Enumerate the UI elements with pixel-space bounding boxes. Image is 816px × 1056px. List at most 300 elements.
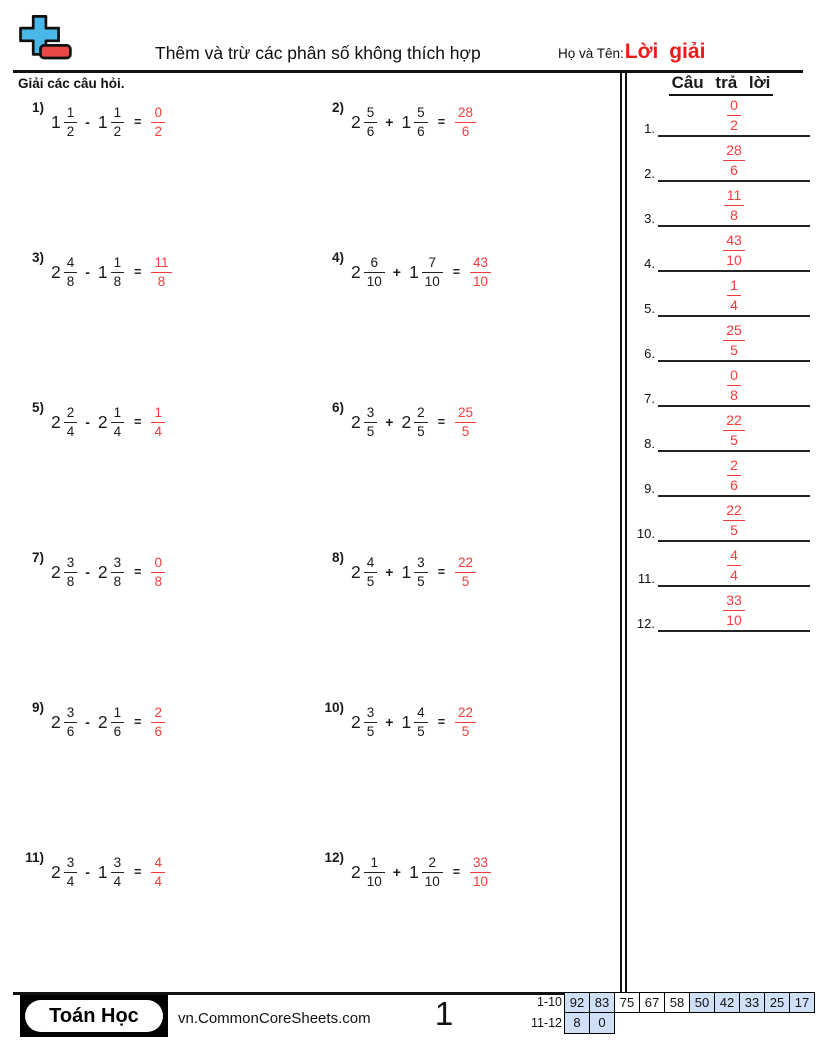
fraction-denominator: 4 xyxy=(113,873,122,889)
answer-fraction xyxy=(723,502,745,538)
fraction-denominator: 4 xyxy=(66,423,75,439)
instructions: Giải các câu hỏi. xyxy=(18,76,125,91)
fraction xyxy=(364,555,378,590)
equals-sign: = xyxy=(437,565,445,580)
problem-expression xyxy=(351,405,476,440)
fraction-denominator: 8 xyxy=(154,573,162,589)
answer-item xyxy=(627,587,814,632)
whole-number: 2 xyxy=(401,411,412,432)
operator: - xyxy=(85,714,90,731)
answer-fraction xyxy=(151,705,165,740)
fraction xyxy=(111,405,125,440)
whole-number: 2 xyxy=(51,261,61,282)
equals-sign: = xyxy=(437,415,445,430)
problem-expression xyxy=(351,855,491,890)
problem-item xyxy=(18,548,318,698)
mixed-number xyxy=(401,405,427,440)
fraction xyxy=(364,705,378,740)
fraction xyxy=(64,255,78,290)
equals-sign: = xyxy=(134,715,142,730)
answer-fraction xyxy=(727,277,741,313)
answer-number: 9. xyxy=(644,481,655,496)
whole-number: 2 xyxy=(351,861,361,882)
problem-number: 6) xyxy=(331,400,344,415)
problem-item xyxy=(318,248,618,398)
operator: - xyxy=(85,264,90,281)
fraction-numerator: 4 xyxy=(151,855,165,873)
problem-number: 2) xyxy=(331,100,344,115)
score-cell: 25 xyxy=(764,992,790,1013)
answer-fraction xyxy=(723,232,745,268)
plus-minus-icon xyxy=(16,14,74,64)
whole-number: 1 xyxy=(97,111,108,132)
whole-number: 1 xyxy=(51,111,61,132)
fraction-denominator: 4 xyxy=(66,873,75,889)
mixed-number xyxy=(401,105,427,140)
score-row-label: 1-10 xyxy=(536,995,562,1009)
answer-value xyxy=(658,547,810,585)
fraction-denominator: 10 xyxy=(424,873,440,889)
equals-sign: = xyxy=(437,715,445,730)
operator: - xyxy=(85,114,90,131)
mixed-number xyxy=(401,555,427,590)
fraction-denominator: 10 xyxy=(366,873,382,889)
answer-fraction xyxy=(455,405,476,440)
fraction-numerator: 1 xyxy=(111,105,125,123)
fraction-denominator: 5 xyxy=(461,423,470,439)
score-cell: 67 xyxy=(639,992,665,1013)
score-cell: 33 xyxy=(739,992,765,1013)
answer-item xyxy=(627,227,814,272)
mixed-number xyxy=(409,855,443,890)
fraction-denominator: 6 xyxy=(730,162,738,178)
fraction-numerator: 3 xyxy=(64,705,78,723)
answer-item xyxy=(627,317,814,362)
fraction-numerator: 11 xyxy=(151,255,171,273)
answer-value xyxy=(658,187,810,225)
score-cell: 8 xyxy=(564,1012,590,1034)
fraction xyxy=(64,555,78,590)
fraction-numerator: 3 xyxy=(64,555,78,573)
fraction-numerator: 0 xyxy=(151,555,165,573)
equals-sign: = xyxy=(437,115,445,130)
fraction-denominator: 6 xyxy=(461,123,470,139)
answer-value xyxy=(658,97,810,135)
answer-fraction xyxy=(727,457,741,493)
fraction-denominator: 5 xyxy=(366,423,375,439)
fraction-denominator: 5 xyxy=(417,573,425,589)
fraction-denominator: 4 xyxy=(730,297,738,313)
answer-number: 5. xyxy=(644,301,655,316)
problem-item xyxy=(18,398,318,548)
whole-number: 2 xyxy=(51,561,61,582)
fraction-denominator: 10 xyxy=(473,273,489,289)
fraction-numerator: 28 xyxy=(455,105,476,123)
answer-fraction xyxy=(151,255,171,290)
fraction xyxy=(111,855,125,890)
whole-number: 2 xyxy=(97,561,108,582)
whole-number: 2 xyxy=(51,861,61,882)
equals-sign: = xyxy=(134,415,142,430)
answer-item xyxy=(627,407,814,452)
problem-number: 8) xyxy=(331,550,344,565)
fraction-numerator: 1 xyxy=(64,105,78,123)
score-row xyxy=(524,1013,815,1034)
name-label: Họ và Tên: xyxy=(558,46,624,61)
fraction-denominator: 5 xyxy=(730,432,738,448)
fraction-numerator: 3 xyxy=(414,555,428,573)
whole-number: 1 xyxy=(401,711,412,732)
whole-number: 1 xyxy=(408,261,419,282)
fraction-numerator: 43 xyxy=(723,232,745,251)
fraction-numerator: 3 xyxy=(364,705,378,723)
answer-fraction xyxy=(723,592,745,628)
fraction xyxy=(414,555,428,590)
whole-number: 2 xyxy=(351,561,361,582)
answer-item xyxy=(627,182,814,227)
fraction-numerator: 25 xyxy=(455,405,476,423)
fraction-numerator: 2 xyxy=(64,405,78,423)
answer-fraction xyxy=(727,97,741,133)
answer-number: 11. xyxy=(637,571,655,586)
problem-expression xyxy=(51,405,165,440)
fraction xyxy=(414,705,428,740)
answer-item xyxy=(627,362,814,407)
whole-number: 2 xyxy=(51,711,61,732)
whole-number: 2 xyxy=(351,261,361,282)
answer-blank-line xyxy=(658,630,810,632)
subject-badge xyxy=(20,995,168,1037)
fraction-denominator: 6 xyxy=(154,723,162,739)
fraction-numerator: 43 xyxy=(470,255,491,273)
answer-item xyxy=(627,272,814,317)
operator: + xyxy=(385,414,394,431)
fraction-numerator: 1 xyxy=(111,705,125,723)
fraction xyxy=(64,105,78,140)
fraction-denominator: 5 xyxy=(730,522,738,538)
answer-value xyxy=(658,232,810,270)
problem-expression xyxy=(351,705,476,740)
score-cell: 58 xyxy=(664,992,690,1013)
fraction-denominator: 10 xyxy=(366,273,382,289)
fraction-numerator: 5 xyxy=(364,105,378,123)
answer-fraction xyxy=(470,255,491,290)
answer-value xyxy=(658,142,810,180)
problem-item xyxy=(18,248,318,398)
answer-fraction xyxy=(455,555,476,590)
fraction-numerator: 3 xyxy=(64,855,78,873)
answer-value xyxy=(658,592,810,630)
fraction-denominator: 5 xyxy=(417,423,425,439)
answer-fraction xyxy=(727,367,741,403)
fraction-numerator: 1 xyxy=(727,277,741,296)
answer-item xyxy=(627,542,814,587)
score-cell: 50 xyxy=(689,992,715,1013)
fraction-numerator: 5 xyxy=(414,105,428,123)
problem-item xyxy=(18,848,318,998)
fraction-numerator: 0 xyxy=(727,97,741,116)
name-value: Lời giải xyxy=(624,40,706,63)
answer-number: 7. xyxy=(644,391,655,406)
problem-expression xyxy=(51,555,165,590)
score-table xyxy=(524,992,815,1034)
mixed-number xyxy=(51,105,77,140)
fraction-numerator: 22 xyxy=(455,555,476,573)
name-block xyxy=(558,40,705,64)
answer-number: 8. xyxy=(644,436,655,451)
mixed-number xyxy=(351,705,377,740)
fraction-numerator: 3 xyxy=(111,855,125,873)
fraction xyxy=(364,405,378,440)
fraction xyxy=(414,105,428,140)
equals-sign: = xyxy=(452,865,461,880)
fraction xyxy=(111,255,125,290)
problem-number: 3) xyxy=(31,250,44,265)
fraction-denominator: 10 xyxy=(424,273,440,289)
whole-number: 1 xyxy=(401,561,412,582)
problem-number: 1) xyxy=(31,100,44,115)
fraction-numerator: 1 xyxy=(364,855,385,873)
fraction xyxy=(111,705,125,740)
answer-fraction xyxy=(151,105,165,140)
problem-number: 5) xyxy=(31,400,44,415)
fraction-numerator: 6 xyxy=(364,255,385,273)
fraction-numerator: 4 xyxy=(64,255,78,273)
score-cell: 0 xyxy=(589,1012,615,1034)
fraction-denominator: 4 xyxy=(154,873,162,889)
answer-fraction xyxy=(151,555,165,590)
fraction-numerator: 11 xyxy=(724,187,745,206)
score-row xyxy=(524,992,815,1013)
problem-item xyxy=(318,848,618,998)
page-title: Thêm và trừ các phân số không thích hợp xyxy=(155,43,481,63)
answer-value xyxy=(658,277,810,315)
equals-sign: = xyxy=(134,115,142,130)
fraction xyxy=(422,855,443,890)
fraction-denominator: 8 xyxy=(730,387,738,403)
mixed-number xyxy=(351,255,385,290)
fraction-denominator: 10 xyxy=(726,612,742,628)
operator: - xyxy=(85,414,90,431)
problem-item xyxy=(18,98,318,248)
operator: - xyxy=(85,564,90,581)
answer-value xyxy=(658,457,810,495)
fraction xyxy=(111,555,125,590)
mixed-number xyxy=(98,855,124,890)
problem-item xyxy=(318,398,618,548)
answer-fraction xyxy=(151,405,165,440)
fraction xyxy=(414,405,428,440)
problem-number: 12) xyxy=(324,850,344,865)
fraction-denominator: 4 xyxy=(113,423,122,439)
problem-expression xyxy=(351,105,476,140)
fraction-numerator: 33 xyxy=(470,855,491,873)
problem-expression xyxy=(351,555,476,590)
answer-item xyxy=(627,137,814,182)
whole-number: 2 xyxy=(351,111,361,132)
answer-number: 2. xyxy=(644,166,655,181)
answers-header-label: Câu trả lời xyxy=(669,73,774,96)
fraction-numerator: 0 xyxy=(151,105,165,123)
fraction-numerator: 22 xyxy=(723,412,745,431)
site-url: vn.CommonCoreSheets.com xyxy=(178,1010,371,1027)
whole-number: 2 xyxy=(97,411,108,432)
fraction-denominator: 5 xyxy=(461,723,470,739)
fraction-denominator: 2 xyxy=(154,123,162,139)
fraction-denominator: 5 xyxy=(417,723,425,739)
answer-value xyxy=(658,322,810,360)
fraction xyxy=(64,705,78,740)
fraction-denominator: 8 xyxy=(113,573,122,589)
fraction-numerator: 1 xyxy=(151,405,165,423)
answer-number: 10. xyxy=(636,526,655,541)
answer-number: 3. xyxy=(644,211,655,226)
fraction-numerator: 0 xyxy=(727,367,741,386)
answer-fraction xyxy=(455,105,476,140)
score-cell: 75 xyxy=(614,992,640,1013)
fraction-numerator: 3 xyxy=(111,555,125,573)
problem-number: 10) xyxy=(324,700,344,715)
fraction-numerator: 2 xyxy=(422,855,443,873)
answer-fraction xyxy=(723,142,745,178)
problem-number: 9) xyxy=(31,700,44,715)
fraction-denominator: 6 xyxy=(113,723,122,739)
fraction-numerator: 7 xyxy=(422,255,443,273)
mixed-number xyxy=(409,255,443,290)
fraction-denominator: 6 xyxy=(366,123,375,139)
fraction xyxy=(111,105,125,140)
equals-sign: = xyxy=(134,865,142,880)
problem-expression xyxy=(51,855,165,890)
answer-fraction xyxy=(151,855,165,890)
fraction xyxy=(364,855,385,890)
operator: + xyxy=(385,114,394,131)
operator: + xyxy=(392,864,401,881)
mixed-number xyxy=(51,405,77,440)
mixed-number xyxy=(351,405,377,440)
answer-fraction xyxy=(723,412,745,448)
whole-number: 2 xyxy=(351,711,361,732)
answer-value xyxy=(658,367,810,405)
score-cell: 17 xyxy=(789,992,815,1013)
problem-number: 7) xyxy=(31,550,44,565)
answer-number: 6. xyxy=(644,346,655,361)
mixed-number xyxy=(51,555,77,590)
whole-number: 1 xyxy=(97,261,108,282)
page-number: 1 xyxy=(434,995,454,1032)
fraction-denominator: 5 xyxy=(366,573,375,589)
fraction-denominator: 5 xyxy=(461,573,470,589)
column-divider xyxy=(620,71,627,992)
fraction-denominator: 6 xyxy=(730,477,738,493)
subject-badge-label: Toán Học xyxy=(25,1000,163,1032)
answer-fraction xyxy=(455,705,476,740)
fraction-numerator: 3 xyxy=(364,405,378,423)
mixed-number xyxy=(98,255,124,290)
mixed-number xyxy=(351,105,377,140)
fraction-numerator: 2 xyxy=(727,457,741,476)
fraction-denominator: 4 xyxy=(154,423,162,439)
fraction xyxy=(364,105,378,140)
fraction xyxy=(64,405,78,440)
answer-item xyxy=(627,92,814,137)
problem-expression xyxy=(351,255,491,290)
operator: + xyxy=(385,564,394,581)
answer-fraction xyxy=(470,855,491,890)
fraction-numerator: 4 xyxy=(727,547,741,566)
fraction-numerator: 2 xyxy=(414,405,428,423)
whole-number: 1 xyxy=(97,861,108,882)
fraction-numerator: 1 xyxy=(111,405,125,423)
operator: + xyxy=(392,264,401,281)
whole-number: 2 xyxy=(351,411,361,432)
fraction-denominator: 2 xyxy=(113,123,122,139)
fraction-numerator: 2 xyxy=(151,705,165,723)
fraction-numerator: 22 xyxy=(455,705,476,723)
fraction-denominator: 5 xyxy=(730,342,738,358)
fraction xyxy=(364,255,385,290)
fraction-numerator: 4 xyxy=(414,705,428,723)
mixed-number xyxy=(351,555,377,590)
fraction-denominator: 4 xyxy=(730,567,738,583)
answer-number: 1. xyxy=(644,121,655,136)
whole-number: 1 xyxy=(408,861,419,882)
fraction-numerator: 4 xyxy=(364,555,378,573)
answer-item xyxy=(627,452,814,497)
problem-item xyxy=(318,698,618,848)
equals-sign: = xyxy=(452,265,461,280)
problem-item xyxy=(318,548,618,698)
mixed-number xyxy=(98,705,124,740)
problem-expression xyxy=(51,705,165,740)
problem-item xyxy=(318,98,618,248)
score-cell: 83 xyxy=(589,992,615,1013)
mixed-number xyxy=(51,255,77,290)
operator: + xyxy=(385,714,394,731)
mixed-number xyxy=(51,705,77,740)
fraction xyxy=(422,255,443,290)
problems-grid xyxy=(18,98,618,998)
mixed-number xyxy=(98,555,124,590)
operator: - xyxy=(85,864,90,881)
score-row-label: 11-12 xyxy=(530,1016,562,1030)
mixed-number xyxy=(51,855,77,890)
fraction-denominator: 6 xyxy=(417,123,425,139)
fraction-denominator: 8 xyxy=(66,573,75,589)
answer-number: 12. xyxy=(636,616,655,631)
answer-fraction xyxy=(727,547,741,583)
problem-item xyxy=(18,698,318,848)
answers-list xyxy=(627,92,814,632)
equals-sign: = xyxy=(134,565,142,580)
fraction-denominator: 8 xyxy=(113,273,122,289)
equals-sign: = xyxy=(134,265,142,280)
score-cell: 92 xyxy=(564,992,590,1013)
problem-expression xyxy=(51,105,165,140)
whole-number: 1 xyxy=(401,111,412,132)
fraction-denominator: 8 xyxy=(157,273,166,289)
fraction-numerator: 33 xyxy=(723,592,745,611)
fraction-numerator: 1 xyxy=(111,255,125,273)
fraction-denominator: 10 xyxy=(726,252,742,268)
mixed-number xyxy=(98,405,124,440)
problem-number: 4) xyxy=(331,250,344,265)
fraction-denominator: 2 xyxy=(730,117,738,133)
fraction xyxy=(64,855,78,890)
fraction-denominator: 8 xyxy=(66,273,75,289)
fraction-numerator: 22 xyxy=(723,502,745,521)
whole-number: 2 xyxy=(51,411,61,432)
